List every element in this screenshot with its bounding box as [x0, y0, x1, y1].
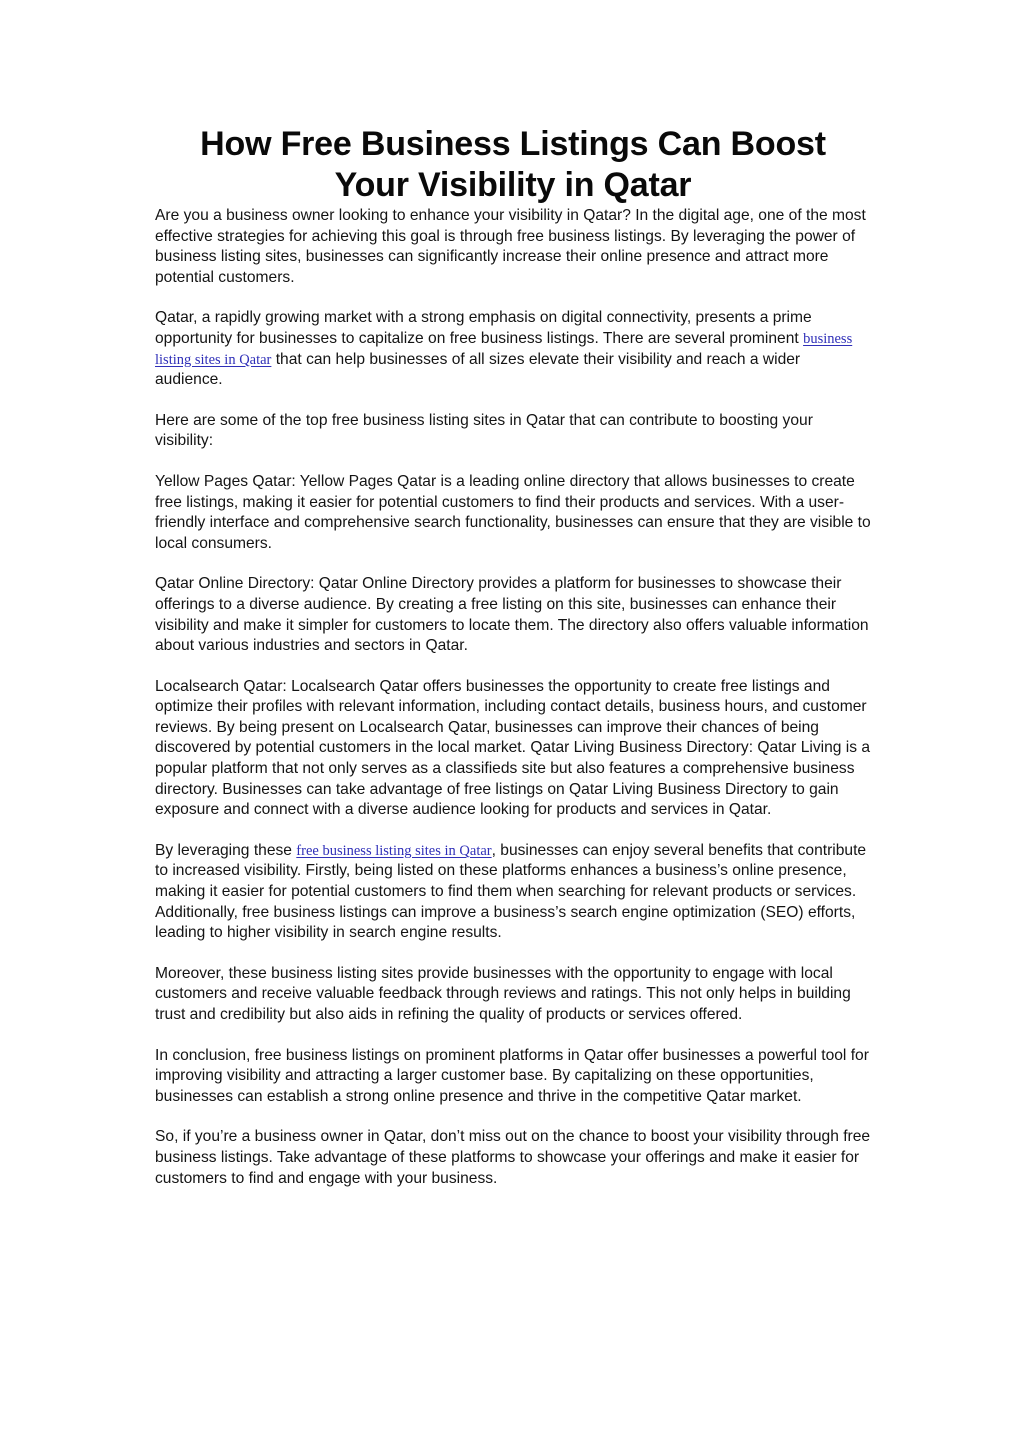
paragraph-localsearch	[155, 677, 871, 821]
free-business-listing-sites-link[interactable]: free business listing sites in Qatar	[296, 842, 492, 859]
paragraph-engagement: Moreover, these business listing sites provide businesses with the opportunity to engage with local customers and receive valuable feedback through reviews and ratings. This not only helps in building trust and credibility but also aids in refining the quality of products or services offered.	[155, 964, 851, 1023]
paragraph-intro: Are you a business owner looking to enhance your visibility in Qatar? In the digital age, one of the most effective strategies for achieving this goal is through free business listings. By leveraging the power of business listing sites, businesses can significantly increase their online presence and attract more potential customers.	[155, 207, 866, 286]
page-title	[155, 124, 871, 206]
paragraph-top-sites-intro: Here are some of the top free business listing sites in Qatar that can contribute to boosting your visibility:	[155, 411, 813, 450]
paragraph-call-to-action: So, if you’re a business owner in Qatar, don’t miss out on the chance to boost your visibility through free business listings. Take advantage of these platforms to showcase your offerings and make it easier for customers to find and engage with your business.	[155, 1128, 871, 1187]
paragraph-qatar-market	[155, 308, 871, 390]
paragraph-benefits	[155, 841, 871, 944]
business-listing-sites-link[interactable]: business listing sites in Qatar	[155, 330, 853, 368]
paragraph-text: , businesses can enjoy several benefits that contribute to increased visibility. Firstly, being listed on these platforms enhances a business’s online presence, making it easier for potential customers to find them when searching for relevant products or services. Additionally, free business listings can improve a business’s search engine optimization (SEO) efforts, leading to higher visibility in search engine results.	[155, 841, 867, 942]
paragraph-yellow-pages: Yellow Pages Qatar: Yellow Pages Qatar is a leading online directory that allows businesses to create free listings, making it easier for potential customers to find their products and services. With a user-friendly interface and comprehensive search functionality, businesses can ensure that they are visible to local consumers.	[155, 472, 871, 552]
paragraph-conclusion: In conclusion, free business listings on prominent platforms in Qatar offer businesses a powerful tool for improving visibility and attracting a larger customer base. By capitalizing on these opportunities, businesses can establish a strong online presence and thrive in the competitive Qatar market.	[155, 1046, 869, 1105]
document-page	[155, 124, 871, 1209]
paragraph-online-directory: Qatar Online Directory: Qatar Online Directory provides a platform for businesses to showcase their offerings to a diverse audience. By creating a free listing on this site, businesses can enhance their visibility and make it simpler for customers to locate them. The directory also offers valuable information about various industries and sectors in Qatar.	[155, 575, 869, 655]
paragraph-text: Qatar, a rapidly growing market with a strong emphasis on digital connectivity, presents a prime opportunity for businesses to capitalize on free business listings. There are several prominent	[155, 309, 812, 347]
paragraph-text: By leveraging these	[155, 841, 297, 859]
paragraph-text: that can help businesses of all sizes elevate their visibility and reach a wider audience.	[155, 350, 801, 389]
title-line-2: Your Visibility in Qatar	[334, 166, 692, 204]
title-line-1: How Free Business Listings Can Boost	[200, 125, 826, 163]
paragraph-text: Localsearch Qatar: Localsearch Qatar offers businesses the opportunity to create free listings and optimize their profiles with relevant information, including contact details, business hours, and customer reviews. By being present on Localsearch Qatar, businesses can improve their chances of being discovered by potential customers in the local market.	[155, 677, 867, 757]
paragraph-text: Qatar Living Business Directory: Qatar Living is a popular platform that not only serves as a classifieds site but also features a comprehensive business directory. Businesses can take advantage of free listings on Qatar Living Business Directory to gain exposure and connect with a diverse audience looking for products and services in Qatar.	[155, 739, 871, 819]
